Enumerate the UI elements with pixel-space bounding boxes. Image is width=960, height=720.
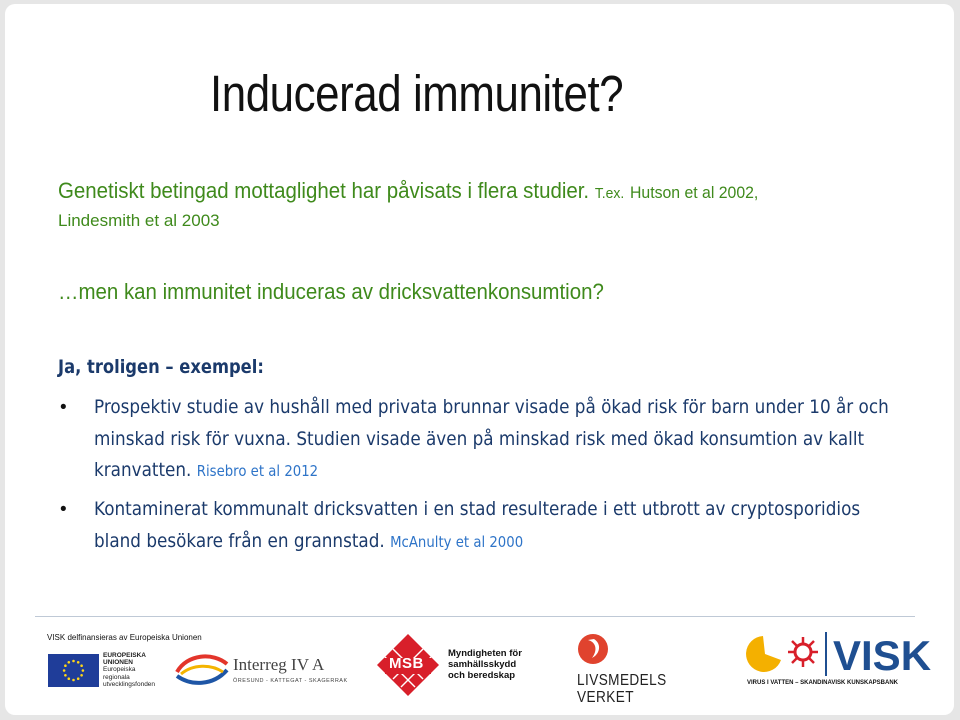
bullet-citation: McAnulty et al 2000	[390, 532, 524, 551]
visk-logo-text: VISK	[833, 632, 932, 679]
eu-flag-logo	[48, 654, 99, 687]
eu-stars-icon	[48, 654, 99, 687]
intro-ref-prefix: T.ex.	[594, 185, 625, 202]
interreg-swoosh-icon	[173, 650, 231, 690]
interreg-subtitle: ÖRESUND - KATTEGAT - SKAGERRAK	[233, 678, 348, 684]
eu-logo-text: EUROPEISKA UNIONEN Europeiska regionala utvecklingsfonden	[103, 652, 156, 688]
bullet-citation: Risebro et al 2012	[196, 462, 319, 480]
bullet-text: Prospektiv studie av hushåll med privata brunnar visade på ökad risk för barn under 10 år och minskad risk för vuxna. Studien visade även på minskad risk med ökad konsumtion av kallt kranvatten.	[94, 396, 889, 481]
funding-note: VISK delfinansieras av Europeiska Unionen	[47, 633, 202, 642]
slide	[5, 4, 954, 715]
intro-ref-2: Lindesmith et al 2003	[58, 211, 220, 230]
intro-ref-1: Hutson et al 2002,	[629, 183, 759, 202]
msb-abbr: MSB	[389, 655, 424, 672]
intro-line	[58, 178, 758, 204]
interreg-logo-text: Interreg IV A	[233, 655, 325, 674]
livsmedelsverket-emblem-icon	[576, 632, 610, 666]
bullet-item-1	[94, 392, 899, 488]
question-line: …men kan immunitet induceras av dricksvattenkonsumtion?	[58, 279, 604, 304]
msb-name: Myndigheten för samhällsskydd och beredskap	[448, 648, 522, 681]
intro-main: Genetiskt betingad mottaglighet har påvisats i flera studier.	[58, 178, 590, 203]
examples-heading: Ja, troligen – exempel:	[58, 356, 264, 378]
visk-tagline: VIRUS I VATTEN – SKANDINAVISK KUNSKAPSBANK	[747, 680, 899, 686]
visk-emblem-icon	[743, 632, 829, 678]
slide-title: Inducerad immunitet?	[210, 65, 624, 122]
footer-divider	[35, 616, 915, 617]
bullet-marker: •	[60, 397, 67, 418]
bullet-item-2	[94, 494, 899, 558]
bullet-text: Kontaminerat kommunalt dricksvatten i en stad resulterade i ett utbrott av cryptosporidios bland besökare från en grannstad.	[94, 498, 861, 552]
livsmedelsverket-text: LIVSMEDELS VERKET	[577, 672, 667, 706]
bullet-marker: •	[60, 499, 67, 520]
